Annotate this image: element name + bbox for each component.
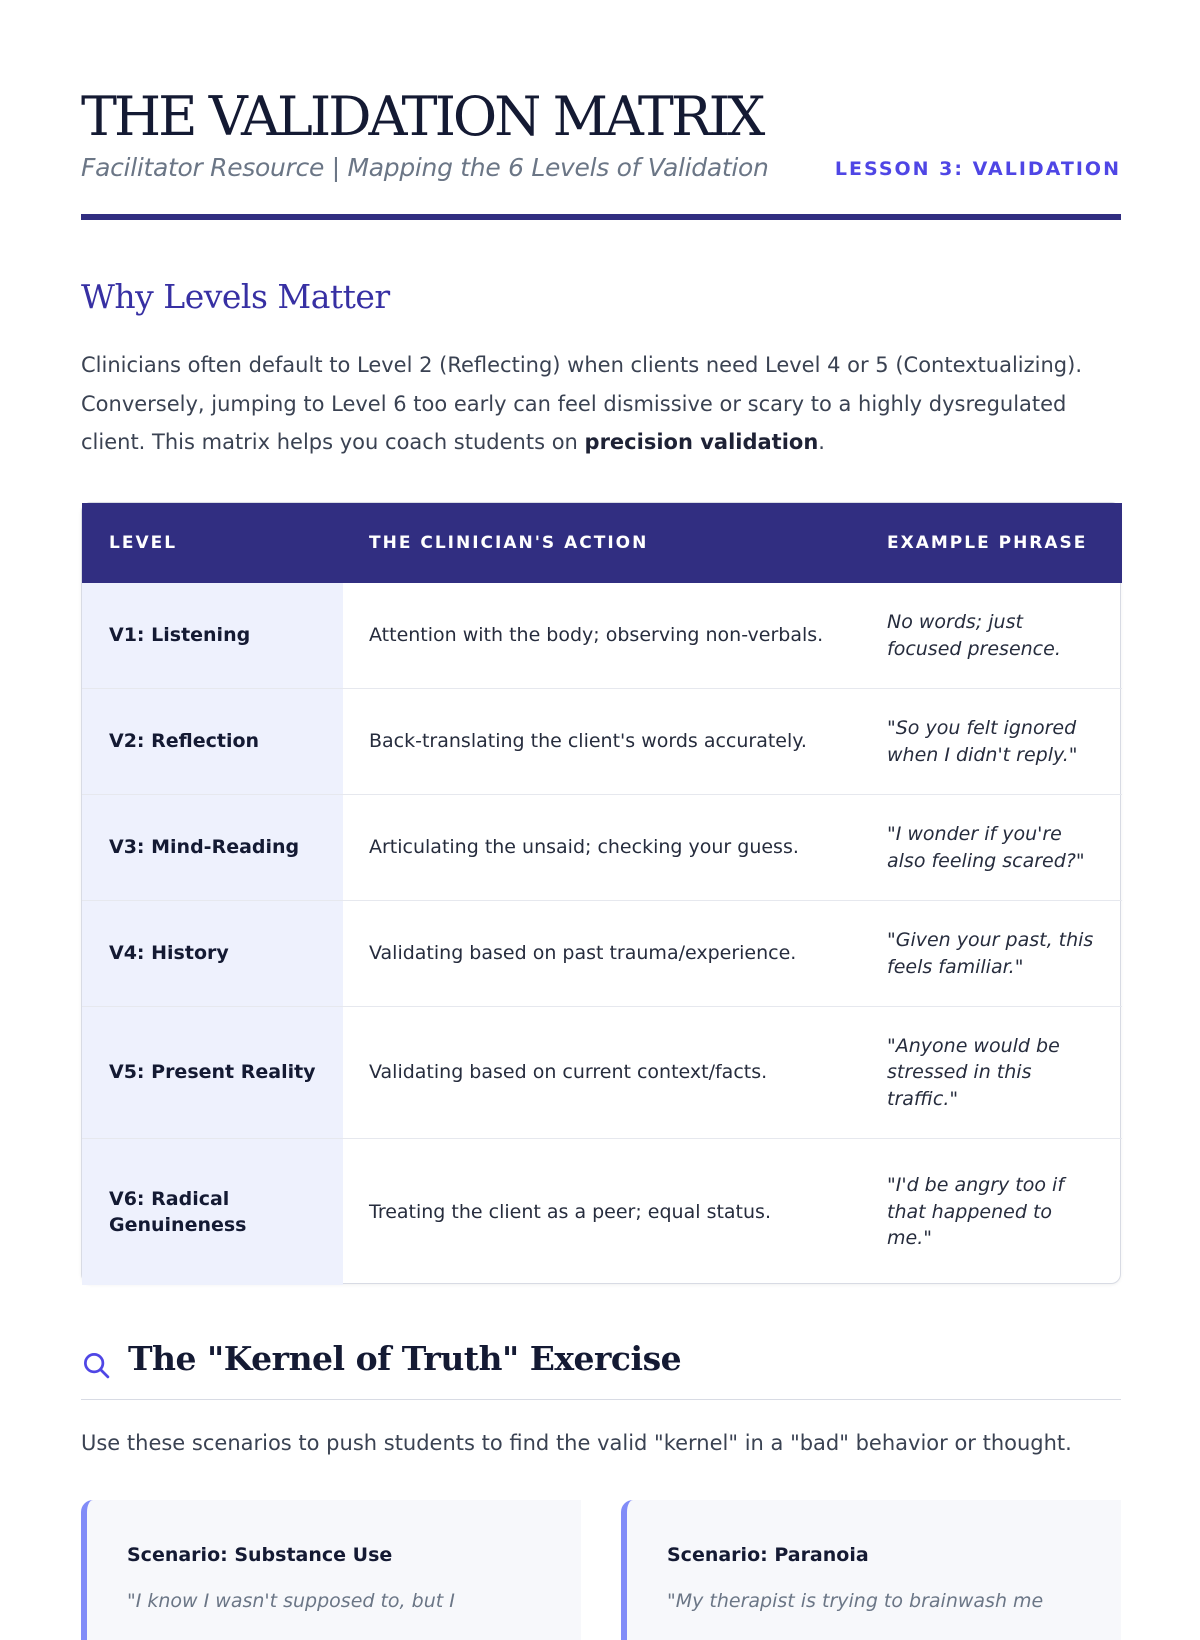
scenario-card-paranoia xyxy=(621,1500,1121,1640)
table-row xyxy=(82,689,1122,795)
example-cell: "So you felt ignored when I didn't reply." xyxy=(887,717,1078,766)
level-cell: V3: Mind-Reading xyxy=(109,836,300,859)
table-row xyxy=(82,795,1122,901)
scenario-quote: "My therapist is trying to brainwash me xyxy=(667,1590,1044,1612)
scenario-title: Scenario: Substance Use xyxy=(127,1544,393,1566)
action-cell: Back-translating the client's words accurately. xyxy=(369,730,807,753)
intro-text-end: . xyxy=(818,430,825,454)
table-row xyxy=(82,901,1122,1007)
action-cell: Articulating the unsaid; checking your guess. xyxy=(369,836,799,859)
table-row xyxy=(82,1007,1122,1139)
header-divider xyxy=(81,214,1121,220)
page-header xyxy=(81,84,1121,220)
search-icon xyxy=(81,1350,111,1380)
kernel-description: Use these scenarios to push students to find the valid "kernel" in a "bad" behavior or thought. xyxy=(81,1431,1072,1455)
page-subtitle: Facilitator Resource | Mapping the 6 Levels of Validation xyxy=(81,153,769,182)
example-cell: "I'd be angry too if that happened to me." xyxy=(887,1174,1065,1250)
table-row xyxy=(82,1139,1122,1285)
kernel-heading: The "Kernel of Truth" Exercise xyxy=(128,1339,682,1378)
level-cell: V2: Reflection xyxy=(109,730,260,753)
scenario-quote: "I know I wasn't supposed to, but I xyxy=(127,1590,455,1612)
column-header-example: EXAMPLE PHRASE xyxy=(887,533,1088,553)
action-cell: Validating based on current context/facts. xyxy=(369,1061,768,1084)
scenario-title: Scenario: Paranoia xyxy=(667,1544,869,1566)
level-cell: V4: History xyxy=(109,942,229,965)
intro-emphasis: precision validation xyxy=(584,430,819,454)
kernel-section-header xyxy=(81,1336,1121,1400)
table-header xyxy=(82,503,1122,583)
page-title: THE VALIDATION MATRIX xyxy=(81,85,763,148)
level-cell: V5: Present Reality xyxy=(109,1061,316,1084)
example-cell: "I wonder if you're also feeling scared?" xyxy=(887,823,1085,872)
validation-matrix-table xyxy=(81,502,1121,1284)
why-levels-heading: Why Levels Matter xyxy=(81,277,390,316)
example-cell: "Anyone would be stressed in this traffic." xyxy=(887,1034,1060,1110)
action-cell: Treating the client as a peer; equal status. xyxy=(369,1200,771,1223)
lesson-tag: LESSON 3: VALIDATION xyxy=(834,158,1121,180)
level-cell: V1: Listening xyxy=(109,624,251,647)
example-cell: "Given your past, this feels familiar." xyxy=(887,929,1094,978)
example-cell: No words; just focused presence. xyxy=(887,611,1061,660)
level-cell: V6: Radical Genuineness xyxy=(109,1187,247,1236)
action-cell: Validating based on past trauma/experience. xyxy=(369,942,797,965)
action-cell: Attention with the body; observing non-verbals. xyxy=(369,624,824,647)
column-header-action: THE CLINICIAN'S ACTION xyxy=(369,533,649,553)
table-row xyxy=(82,583,1122,689)
scenario-card-substance-use xyxy=(81,1500,581,1640)
intro-text: Clinicians often default to Level 2 (Reflecting) when clients need Level 4 or 5 (Contextualizing). Conversely, jumping to Level 6 too early can feel dismissive or scary to a highly dysregulated client. This matrix helps you coach students on xyxy=(81,353,1083,454)
column-header-level: LEVEL xyxy=(109,533,178,553)
why-levels-paragraph xyxy=(81,346,1121,462)
